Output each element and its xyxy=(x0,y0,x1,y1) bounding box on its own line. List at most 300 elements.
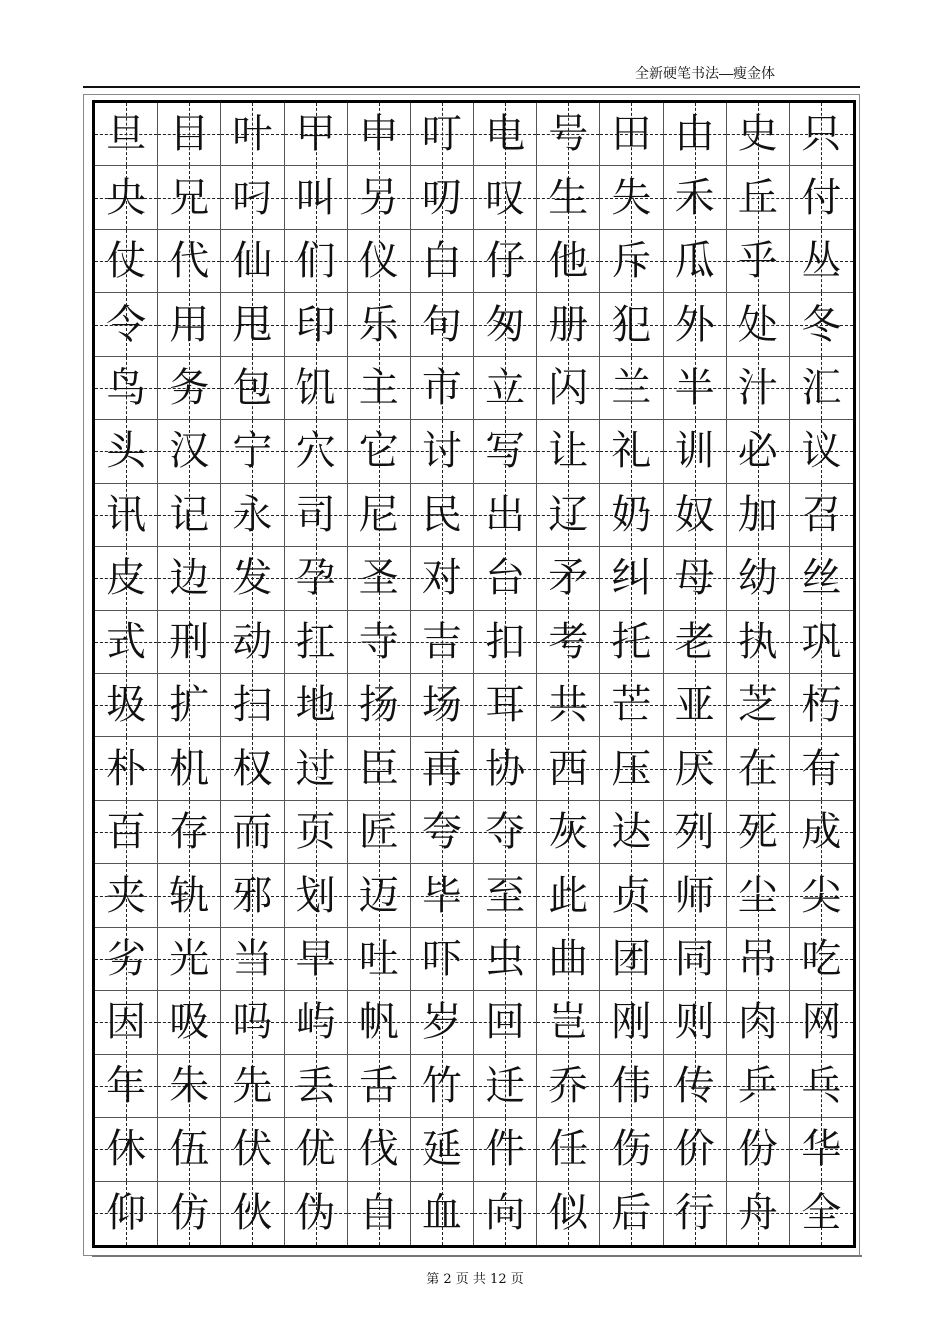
grid-cell xyxy=(285,801,348,864)
grid-cell xyxy=(600,166,663,229)
grid-cell xyxy=(537,293,600,356)
grid-character: 曲 xyxy=(548,935,589,982)
grid-character: 伟 xyxy=(611,1062,652,1109)
grid-character: 边 xyxy=(169,555,210,602)
grid-cell xyxy=(537,737,600,800)
grid-character: 闪 xyxy=(548,364,589,411)
grid-cell xyxy=(285,991,348,1054)
grid-cell xyxy=(95,801,158,864)
grid-cell xyxy=(537,928,600,991)
grid-character: 乐 xyxy=(358,301,399,348)
grid-cell xyxy=(600,1182,663,1245)
grid-cell xyxy=(727,230,790,293)
grid-character: 白 xyxy=(421,238,462,285)
grid-character: 发 xyxy=(232,555,273,602)
grid-character: 托 xyxy=(611,618,652,665)
grid-cell xyxy=(537,991,600,1054)
grid-character: 行 xyxy=(674,1190,715,1237)
grid-character: 它 xyxy=(358,428,399,475)
grid-cell xyxy=(600,611,663,674)
grid-cell xyxy=(348,103,411,166)
grid-character: 讯 xyxy=(106,491,147,538)
grid-cell xyxy=(348,166,411,229)
grid-character: 吃 xyxy=(801,935,842,982)
grid-cell xyxy=(664,928,727,991)
grid-character: 仿 xyxy=(169,1190,210,1237)
grid-cell xyxy=(790,420,853,483)
grid-cell xyxy=(158,103,221,166)
grid-character: 只 xyxy=(801,111,842,158)
grid-cell xyxy=(95,611,158,674)
grid-cell xyxy=(221,674,284,737)
grid-cell xyxy=(95,230,158,293)
grid-character: 机 xyxy=(169,745,210,792)
grid-cell xyxy=(158,166,221,229)
grid-cell xyxy=(727,357,790,420)
grid-character: 共 xyxy=(548,682,589,729)
grid-cell xyxy=(664,991,727,1054)
grid-character: 纠 xyxy=(611,555,652,602)
grid-character: 丝 xyxy=(801,555,842,602)
grid-cell xyxy=(158,864,221,927)
grid-character: 乒 xyxy=(737,1062,778,1109)
grid-cell xyxy=(95,103,158,166)
grid-character: 央 xyxy=(106,174,147,221)
grid-cell xyxy=(474,611,537,674)
grid-cell xyxy=(285,103,348,166)
grid-cell xyxy=(95,484,158,547)
grid-cell xyxy=(158,674,221,737)
grid-cell xyxy=(221,864,284,927)
grid-character: 劣 xyxy=(106,935,147,982)
grid-character: 主 xyxy=(358,364,399,411)
grid-cell xyxy=(95,547,158,610)
grid-character: 尘 xyxy=(737,872,778,919)
grid-cell xyxy=(664,166,727,229)
grid-character: 式 xyxy=(106,618,147,665)
grid-cell xyxy=(790,357,853,420)
grid-character: 吉 xyxy=(421,618,462,665)
grid-cell xyxy=(95,864,158,927)
grid-cell xyxy=(790,103,853,166)
grid-character: 礼 xyxy=(611,428,652,475)
grid-cell xyxy=(95,293,158,356)
page-number: 第 2 页 共 12 页 xyxy=(426,1272,524,1287)
grid-character: 仙 xyxy=(232,238,273,285)
grid-character: 兄 xyxy=(169,174,210,221)
grid-character: 西 xyxy=(548,745,589,792)
grid-character: 乎 xyxy=(737,238,778,285)
grid-cell xyxy=(600,864,663,927)
grid-character: 肉 xyxy=(737,999,778,1046)
grid-character: 耳 xyxy=(485,682,526,729)
grid-cell xyxy=(95,1118,158,1181)
grid-cell xyxy=(158,737,221,800)
grid-cell xyxy=(221,737,284,800)
grid-character: 民 xyxy=(421,491,462,538)
grid-character: 朴 xyxy=(106,745,147,792)
grid-character: 乓 xyxy=(801,1062,842,1109)
grid-cell xyxy=(348,484,411,547)
grid-character: 件 xyxy=(485,1126,526,1173)
grid-cell xyxy=(348,1055,411,1118)
grid-character: 岂 xyxy=(548,999,589,1046)
grid-character: 死 xyxy=(737,809,778,856)
grid-cell xyxy=(664,1055,727,1118)
grid-cell xyxy=(474,864,537,927)
grid-cell xyxy=(600,230,663,293)
grid-character: 厌 xyxy=(674,745,715,792)
grid-cell xyxy=(727,484,790,547)
grid-character: 吗 xyxy=(232,999,273,1046)
grid-cell xyxy=(474,420,537,483)
grid-cell xyxy=(411,484,474,547)
grid-character: 尼 xyxy=(358,491,399,538)
grid-cell xyxy=(474,1182,537,1245)
grid-cell xyxy=(158,547,221,610)
grid-character: 汉 xyxy=(169,428,210,475)
header-rule xyxy=(83,86,860,88)
grid-character: 斥 xyxy=(611,238,652,285)
grid-character: 必 xyxy=(737,428,778,475)
grid-cell xyxy=(411,928,474,991)
grid-character: 母 xyxy=(674,555,715,602)
grid-character: 匠 xyxy=(358,809,399,856)
grid-cell xyxy=(537,864,600,927)
grid-character: 此 xyxy=(548,872,589,919)
grid-character: 舟 xyxy=(737,1190,778,1237)
grid-cell xyxy=(348,611,411,674)
grid-character: 甲 xyxy=(295,111,336,158)
grid-cell xyxy=(600,103,663,166)
grid-character: 存 xyxy=(169,809,210,856)
grid-cell xyxy=(221,357,284,420)
grid-character: 光 xyxy=(169,935,210,982)
grid-character: 冬 xyxy=(801,301,842,348)
grid-character: 记 xyxy=(169,491,210,538)
grid-cell xyxy=(221,547,284,610)
grid-character: 叨 xyxy=(421,174,462,221)
grid-character: 穴 xyxy=(295,428,336,475)
grid-character: 失 xyxy=(611,174,652,221)
grid-character: 臣 xyxy=(358,745,399,792)
grid-cell xyxy=(411,737,474,800)
grid-cell xyxy=(411,674,474,737)
grid-cell xyxy=(790,547,853,610)
grid-cell xyxy=(600,991,663,1054)
grid-character: 朱 xyxy=(169,1062,210,1109)
grid-cell xyxy=(537,484,600,547)
grid-cell xyxy=(158,1182,221,1245)
grid-cell xyxy=(285,484,348,547)
grid-character: 伐 xyxy=(358,1126,399,1173)
grid-character: 扬 xyxy=(358,682,399,729)
grid-character: 年 xyxy=(106,1062,147,1109)
grid-character: 头 xyxy=(106,428,147,475)
grid-cell xyxy=(95,166,158,229)
grid-cell xyxy=(790,293,853,356)
grid-character: 因 xyxy=(106,999,147,1046)
grid-cell xyxy=(95,1055,158,1118)
grid-character: 全 xyxy=(801,1190,842,1237)
grid-cell xyxy=(537,1055,600,1118)
grid-character: 包 xyxy=(232,364,273,411)
grid-cell xyxy=(727,674,790,737)
grid-cell xyxy=(664,547,727,610)
grid-cell xyxy=(537,547,600,610)
grid-cell xyxy=(600,737,663,800)
grid-cell xyxy=(411,357,474,420)
grid-cell xyxy=(348,928,411,991)
grid-character: 吊 xyxy=(737,935,778,982)
grid-character: 申 xyxy=(358,111,399,158)
grid-cell xyxy=(664,864,727,927)
grid-character: 份 xyxy=(737,1126,778,1173)
grid-cell xyxy=(348,547,411,610)
grid-cell xyxy=(411,801,474,864)
grid-character: 丘 xyxy=(737,174,778,221)
grid-character: 自 xyxy=(358,1190,399,1237)
grid-cell xyxy=(411,420,474,483)
grid-character: 伤 xyxy=(611,1126,652,1173)
grid-character: 由 xyxy=(674,111,715,158)
grid-cell xyxy=(664,674,727,737)
grid-cell xyxy=(411,103,474,166)
grid-cell xyxy=(95,420,158,483)
grid-character: 夹 xyxy=(106,872,147,919)
grid-cell xyxy=(790,674,853,737)
grid-character: 吸 xyxy=(169,999,210,1046)
grid-character: 列 xyxy=(674,809,715,856)
grid-character: 在 xyxy=(737,745,778,792)
grid-character: 屿 xyxy=(295,999,336,1046)
grid-cell xyxy=(537,1182,600,1245)
grid-cell xyxy=(158,230,221,293)
grid-character: 叶 xyxy=(232,111,273,158)
grid-character: 贞 xyxy=(611,872,652,919)
grid-cell xyxy=(664,611,727,674)
grid-character: 对 xyxy=(421,555,462,602)
grid-character: 用 xyxy=(169,301,210,348)
header-title: 全新硬笔书法—瘦金体 xyxy=(635,65,775,81)
grid-character: 同 xyxy=(674,935,715,982)
grid-cell xyxy=(664,230,727,293)
grid-character: 矛 xyxy=(548,555,589,602)
grid-character: 扛 xyxy=(295,618,336,665)
grid-character: 奴 xyxy=(674,491,715,538)
grid-character: 仔 xyxy=(485,238,526,285)
grid-cell xyxy=(348,293,411,356)
grid-character: 轨 xyxy=(169,872,210,919)
grid-cell xyxy=(537,801,600,864)
grid-character: 伍 xyxy=(169,1126,210,1173)
grid-character: 扩 xyxy=(169,682,210,729)
grid-character: 幼 xyxy=(737,555,778,602)
grid-character: 伏 xyxy=(232,1126,273,1173)
grid-cell xyxy=(600,1055,663,1118)
grid-character: 外 xyxy=(674,301,715,348)
grid-character: 丢 xyxy=(295,1062,336,1109)
grid-cell xyxy=(790,1055,853,1118)
grid-character: 则 xyxy=(674,999,715,1046)
grid-cell xyxy=(348,420,411,483)
grid-cell xyxy=(727,420,790,483)
grid-character: 芝 xyxy=(737,682,778,729)
grid-cell xyxy=(158,420,221,483)
grid-cell xyxy=(790,991,853,1054)
grid-cell xyxy=(600,293,663,356)
grid-cell xyxy=(158,801,221,864)
grid-character: 句 xyxy=(421,301,462,348)
grid-cell xyxy=(221,928,284,991)
grid-cell xyxy=(727,103,790,166)
grid-cell xyxy=(727,1182,790,1245)
grid-character: 训 xyxy=(674,428,715,475)
grid-character: 们 xyxy=(295,238,336,285)
grid-cell xyxy=(221,1055,284,1118)
grid-cell xyxy=(348,801,411,864)
grid-character: 旦 xyxy=(106,111,147,158)
practice-grid-frame xyxy=(92,100,856,1248)
grid-character: 甩 xyxy=(232,301,273,348)
grid-character: 巩 xyxy=(801,618,842,665)
grid-character: 似 xyxy=(548,1190,589,1237)
grid-character: 禾 xyxy=(674,174,715,221)
grid-cell xyxy=(285,737,348,800)
grid-cell xyxy=(285,357,348,420)
grid-character: 尖 xyxy=(801,872,842,919)
grid-character: 至 xyxy=(485,872,526,919)
grid-character: 成 xyxy=(801,809,842,856)
grid-cell xyxy=(411,230,474,293)
grid-character: 田 xyxy=(611,111,652,158)
grid-character: 生 xyxy=(548,174,589,221)
grid-cell xyxy=(348,1118,411,1181)
grid-cell xyxy=(411,991,474,1054)
grid-cell xyxy=(790,611,853,674)
grid-cell xyxy=(600,1118,663,1181)
grid-character: 亚 xyxy=(674,682,715,729)
grid-cell xyxy=(221,420,284,483)
grid-cell xyxy=(664,1118,727,1181)
grid-cell xyxy=(474,928,537,991)
grid-cell xyxy=(664,484,727,547)
grid-character: 夺 xyxy=(485,809,526,856)
grid-character: 芒 xyxy=(611,682,652,729)
grid-character: 权 xyxy=(232,745,273,792)
grid-character: 网 xyxy=(801,999,842,1046)
grid-character: 讨 xyxy=(421,428,462,475)
grid-cell xyxy=(790,166,853,229)
grid-character: 师 xyxy=(674,872,715,919)
grid-character: 迈 xyxy=(358,872,399,919)
grid-cell xyxy=(285,864,348,927)
grid-cell xyxy=(664,293,727,356)
grid-cell xyxy=(221,1182,284,1245)
grid-character: 回 xyxy=(485,999,526,1046)
grid-cell xyxy=(537,1118,600,1181)
grid-cell xyxy=(474,103,537,166)
grid-cell xyxy=(474,357,537,420)
grid-cell xyxy=(537,166,600,229)
grid-cell xyxy=(537,674,600,737)
grid-character: 再 xyxy=(421,745,462,792)
grid-character: 司 xyxy=(295,491,336,538)
grid-cell xyxy=(285,547,348,610)
grid-cell xyxy=(158,293,221,356)
grid-cell xyxy=(474,166,537,229)
grid-cell xyxy=(664,737,727,800)
grid-cell xyxy=(664,420,727,483)
grid-character: 扫 xyxy=(232,682,273,729)
grid-character: 册 xyxy=(548,301,589,348)
grid-cell xyxy=(95,357,158,420)
grid-character: 让 xyxy=(548,428,589,475)
grid-character: 电 xyxy=(485,111,526,158)
grid-character: 丛 xyxy=(801,238,842,285)
grid-cell xyxy=(600,547,663,610)
grid-cell xyxy=(95,928,158,991)
grid-cell xyxy=(474,1118,537,1181)
grid-cell xyxy=(474,991,537,1054)
grid-character: 灰 xyxy=(548,809,589,856)
grid-character: 鸟 xyxy=(106,364,147,411)
grid-cell xyxy=(727,166,790,229)
bottom-rule xyxy=(92,1255,862,1257)
grid-character: 后 xyxy=(611,1190,652,1237)
grid-cell xyxy=(790,928,853,991)
grid-character: 毕 xyxy=(421,872,462,919)
grid-cell xyxy=(474,484,537,547)
grid-character: 孕 xyxy=(295,555,336,602)
grid-cell xyxy=(285,230,348,293)
grid-cell xyxy=(221,103,284,166)
grid-character: 付 xyxy=(801,174,842,221)
grid-character: 页 xyxy=(295,809,336,856)
grid-character: 传 xyxy=(674,1062,715,1109)
grid-cell xyxy=(664,103,727,166)
grid-character: 犯 xyxy=(611,301,652,348)
grid-character: 辽 xyxy=(548,491,589,538)
grid-character: 匆 xyxy=(485,301,526,348)
grid-character: 奶 xyxy=(611,491,652,538)
grid-character: 目 xyxy=(169,111,210,158)
grid-cell xyxy=(474,674,537,737)
grid-cell xyxy=(411,293,474,356)
grid-character: 刑 xyxy=(169,618,210,665)
grid-character: 血 xyxy=(421,1190,462,1237)
grid-character: 仗 xyxy=(106,238,147,285)
grid-cell xyxy=(221,611,284,674)
grid-cell xyxy=(790,864,853,927)
grid-character: 而 xyxy=(232,809,273,856)
grid-cell xyxy=(348,737,411,800)
grid-character: 百 xyxy=(106,809,147,856)
grid-character: 伙 xyxy=(232,1190,273,1237)
grid-character: 仰 xyxy=(106,1190,147,1237)
grid-cell xyxy=(727,293,790,356)
grid-cell xyxy=(348,674,411,737)
grid-character: 写 xyxy=(485,428,526,475)
grid-character: 圣 xyxy=(358,555,399,602)
grid-character: 优 xyxy=(295,1126,336,1173)
grid-character: 立 xyxy=(485,364,526,411)
grid-character: 有 xyxy=(801,745,842,792)
grid-character: 令 xyxy=(106,301,147,348)
grid-cell xyxy=(600,420,663,483)
grid-cell xyxy=(411,1182,474,1245)
grid-cell xyxy=(790,1182,853,1245)
